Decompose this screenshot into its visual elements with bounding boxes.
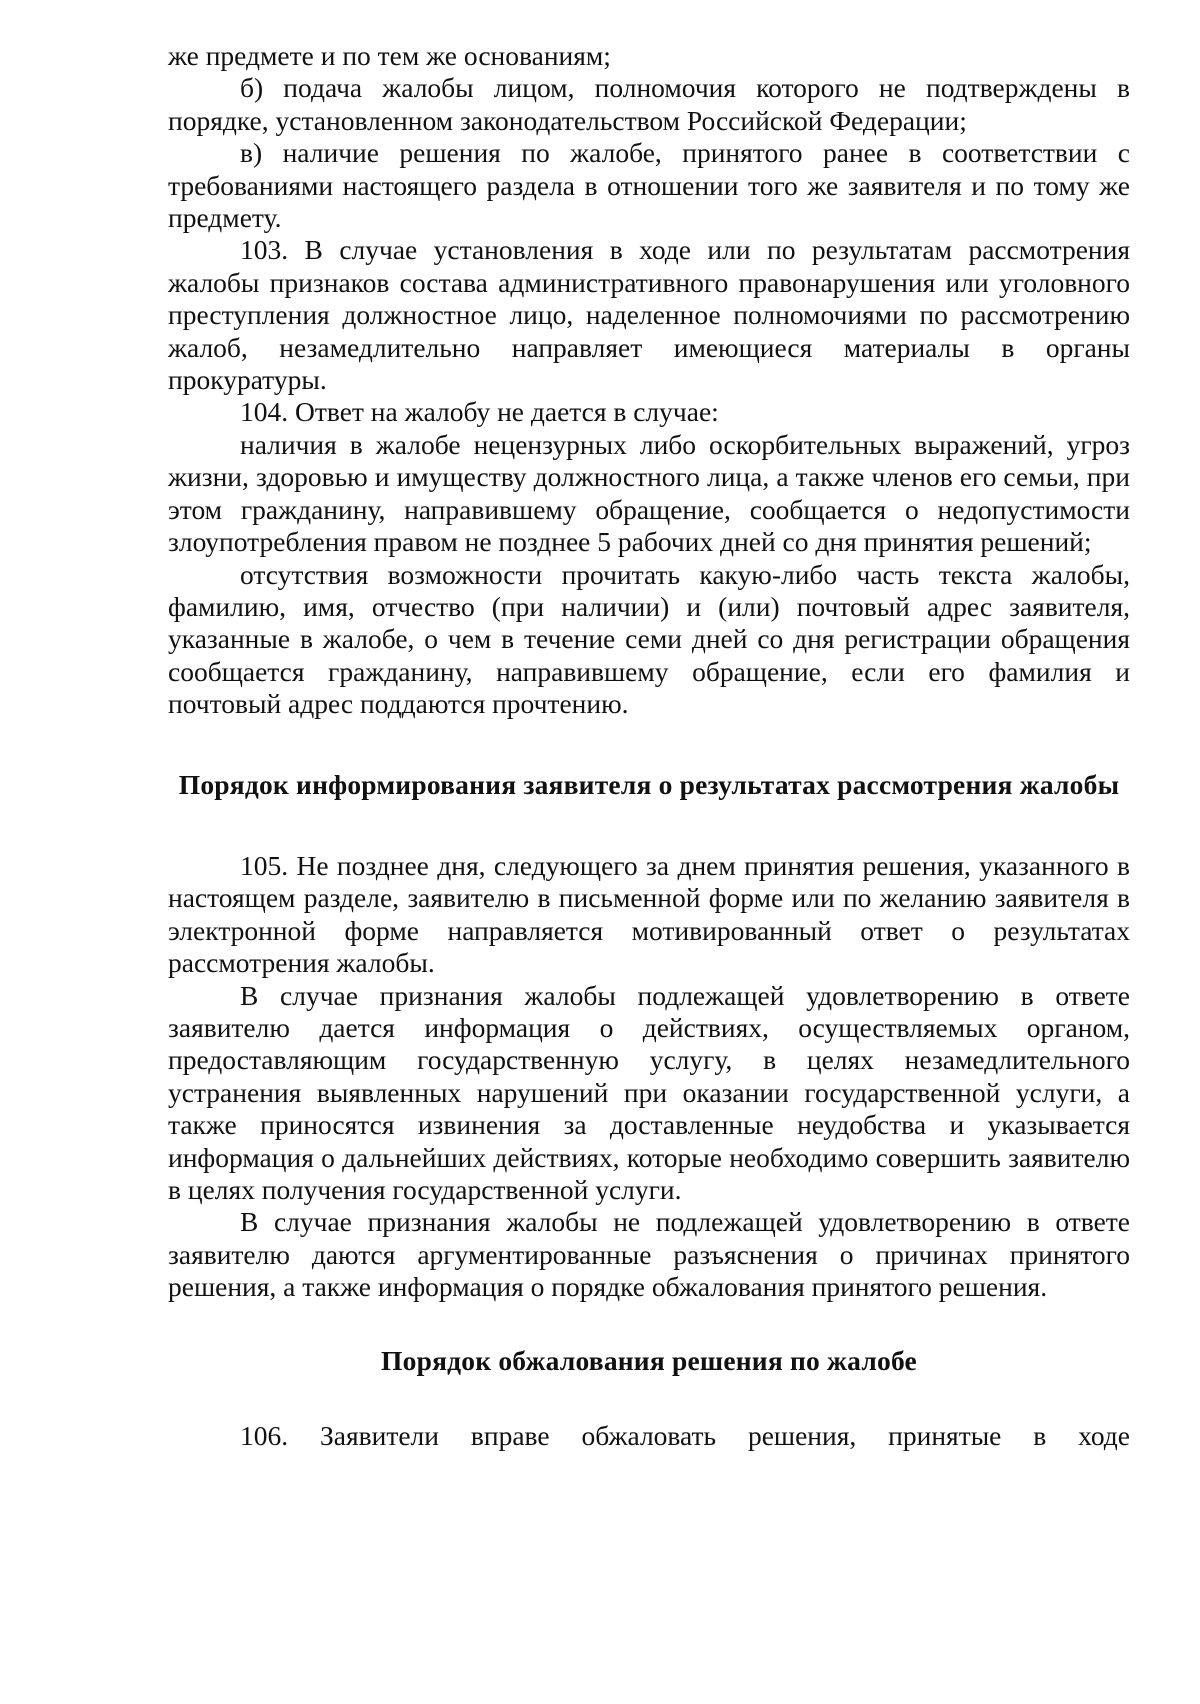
- paragraph-105-not-satisfied: В случае признания жалобы не подлежащей удовлетворению в ответе заявителю даются аргументированные разъяснения о причинах принятого решения, а также информация о порядке обжалования принятого решения.: [168, 1206, 1130, 1303]
- paragraph-item-b: б) подача жалобы лицом, полномочия которого не подтверждены в порядке, установленном законодательством Российской Федерации;: [168, 72, 1130, 136]
- paragraph-continuation: же предмете и по тем же основаниям;: [168, 40, 611, 71]
- paragraph-105: 105. Не позднее дня, следующего за днем принятия решения, указанного в настоящем разделе, заявителю в письменной форме или по желанию заявителя в электронной форме направляется мотивированный ответ о результатах рассмотрения жалобы.: [168, 849, 1130, 979]
- document-page: [168, 40, 1130, 1452]
- paragraph-104-case-1: наличия в жалобе нецензурных либо оскорбительных выражений, угроз жизни, здоровью и имуществу должностного лица, а также членов его семьи, при этом гражданину, направившему обращение, сообщается о недопустимости злоупотребления правом не позднее 5 рабочих дней со дня принятия решений;: [168, 428, 1130, 558]
- paragraph-106: 106. Заявители вправе обжаловать решения, принятые в ходе: [240, 1420, 1130, 1452]
- section-heading-informing: Порядок информирования заявителя о результатах рассмотрения жалобы: [178, 768, 1120, 800]
- paragraph-104: 104. Ответ на жалобу не дается в случае:: [240, 396, 719, 428]
- paragraph-103: 103. В случае установления в ходе или по результатам рассмотрения жалобы признаков состава административного правонарушения или уголовного преступления должностное лицо, наделенное полномочиями по рассмотрению жалоб, незамедлительно направляет имеющиеся материалы в органы прокуратуры.: [168, 234, 1130, 396]
- section-heading-appeal: Порядок обжалования решения по жалобе: [381, 1344, 917, 1376]
- paragraph-105-satisfied: В случае признания жалобы подлежащей удовлетворению в ответе заявителю дается информация о действиях, осуществляемых органом, предоставляющим государственную услугу, в целях незамедлительного устранения выявленных нарушений при оказании государственной услуги, а также приносятся извинения за доставленные неудобства и указывается информация о дальнейших действиях, которые необходимо совершить заявителю в целях получения государственной услуги.: [168, 979, 1130, 1205]
- paragraph-104-case-2: отсутствия возможности прочитать какую-либо часть текста жалобы, фамилию, имя, отчество (при наличии) и (или) почтовый адрес заявителя, указанные в жалобе, о чем в течение семи дней со дня регистрации обращения сообщается гражданину, направившему обращение, если его фамилия и почтовый адрес поддаются прочтению.: [168, 558, 1130, 720]
- paragraph-item-v: в) наличие решения по жалобе, принятого ранее в соответствии с требованиями настоящего раздела в отношении того же заявителя и по тому же предмету.: [168, 137, 1130, 234]
